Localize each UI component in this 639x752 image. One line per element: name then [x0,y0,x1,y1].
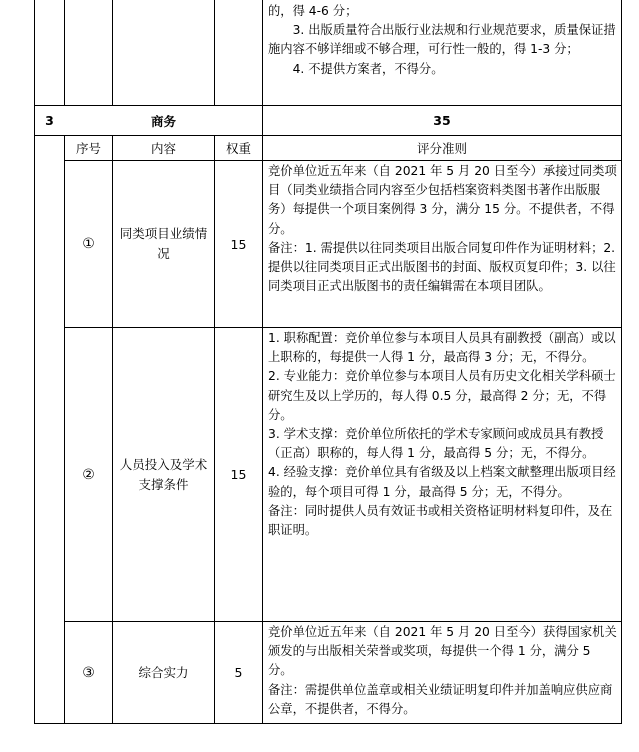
row-weight: 15 [230,236,247,252]
section-title: 商务 [150,113,176,129]
row-weight: 5 [234,665,243,680]
top-criteria-cell [263,0,621,105]
criteria-line: 的，得 4-6 分； [268,4,358,18]
criteria-line: 4. 不提供方案者，不得分。 [292,61,444,76]
rule [621,0,622,724]
criteria-line: 1. 职称配置：竞价单位参与本项目人员具有副教授（副高）或以上职称的，每提供一人得 1 分，最高得 3 分；无，不得分。 [268,331,616,365]
criteria-line: 3. 出版质量符合出版行业法规和行业规范要求，质量保证措施内容不够详细或不够合理，可行性一般的，得 1-3 分； [268,23,616,57]
criteria-line: 备注：1. 需提供以往同类项目出版合同复印件作为证明材料；2. 提供以往同类项目正式出版图书的封面、版权页复印件；3. 以往同类项目正式出版图书的责任编辑需在本项目团队。 [268,240,616,294]
row-content: 综合实力 [138,664,189,680]
row-no: ② [82,466,95,483]
row-weight: 15 [230,467,247,482]
rule [64,0,65,105]
section-score: 35 [433,113,451,128]
row-criteria [263,622,621,723]
header-no: 序号 [75,141,101,156]
row-content: 人员投入及学术支撑条件 [119,456,208,492]
section-index: 3 [45,113,54,128]
criteria-line: 3. 学术支撑：竞价单位所依托的学术专家顾问或成员具有教授（正高）职称的，每人得 1 分，最高得 5 分；无，不得分。 [268,427,604,461]
header-content: 内容 [150,141,176,156]
row-content: 同类项目业绩情况 [119,226,208,261]
criteria-line: 备注：需提供单位盖章或相关业绩证明复印件并加盖响应供应商公章，不提供者，不得分。 [268,682,613,716]
criteria-line: 竞价单位近五年来（自 2021 年 5 月 20 日至今）承接过同类项目（同类业绩指合同内容至少包括档案资料类图书著作出版服务）每提供一个项目案例得 3 分，满分 15 分。不提供者，不得分。 [268,164,617,236]
criteria-line: 竞价单位近五年来（自 2021 年 5 月 20 日至今）获得国家机关颁发的与出版相关荣誉或奖项，每提供一个得 1 分，满分 5 分。 [268,625,617,678]
criteria-line: 4. 经验支撑：竞价单位具有省级及以上档案文献整理出版项目经验的，每个项目可得 1 分，最高得 5 分；无，不得分。 [268,465,616,499]
rule [112,135,113,724]
header-criteria: 评分准则 [416,141,467,156]
header-weight: 权重 [225,141,251,156]
row-no: ① [82,236,95,252]
rule [112,0,113,105]
row-criteria [263,161,621,327]
criteria-line: 备注：同时提供人员有效证书或相关资格证明材料复印件，及在职证明。 [268,503,613,538]
row-no: ③ [82,664,95,681]
row-criteria [263,328,621,621]
rule [214,0,215,105]
criteria-line: 2. 专业能力：竞价单位参与本项目人员有历史文化相关学科硕士研究生及以上学历的，每人得 0.5 分，最高得 2 分；无，不得分。 [268,369,616,422]
rule [34,723,622,724]
